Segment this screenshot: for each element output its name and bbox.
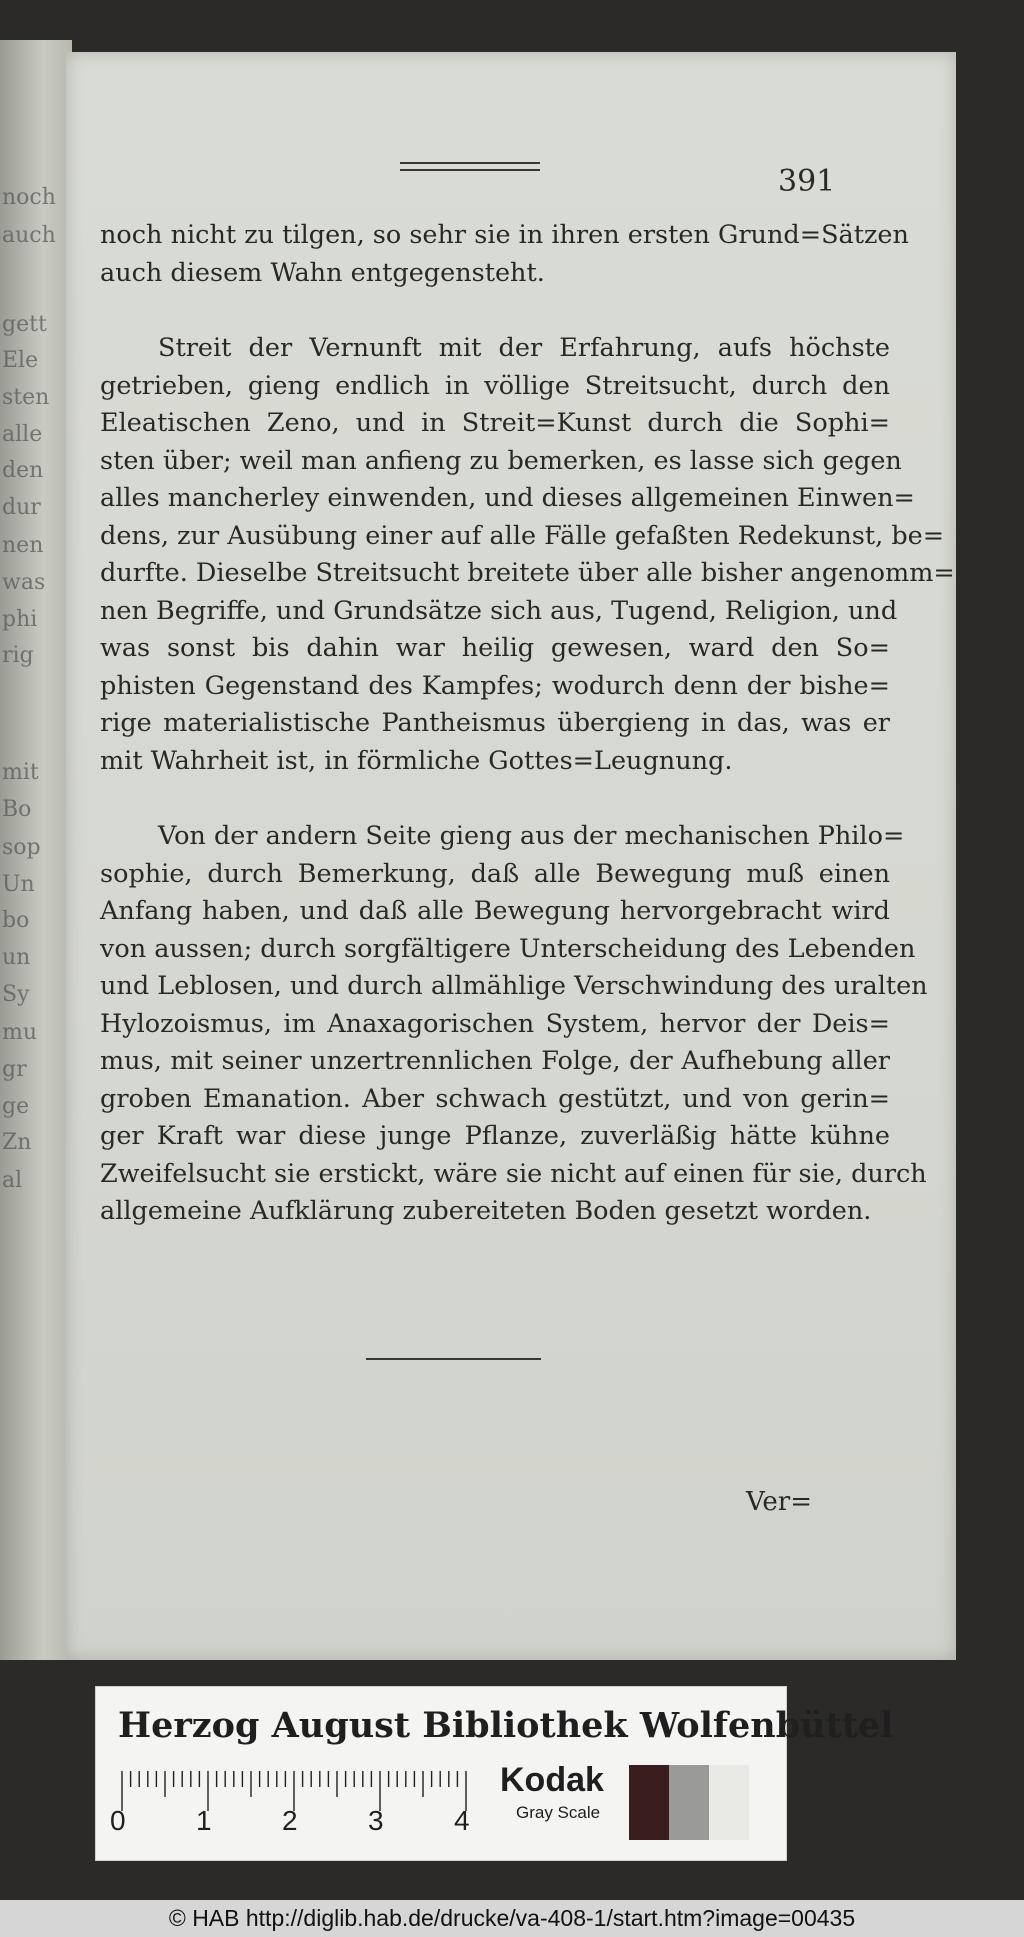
text-line: getrieben, gieng endlich in völlige Streitsucht, durch den: [100, 370, 890, 401]
facing-page-fragment: was: [2, 570, 46, 595]
text-line: mit Wahrheit ist, in förmliche Gottes=Leugnung.: [100, 745, 733, 776]
text-line: durfte. Dieselbe Streitsucht breitete über alle bisher angenomm=: [100, 558, 955, 588]
paragraph-von-der-andern-seite: [100, 818, 928, 1231]
text-line: was sonst bis dahin war heilig gewesen, ward den So=: [100, 633, 890, 663]
facing-page-fragment: sten: [2, 385, 50, 410]
page-number: 391: [778, 164, 836, 199]
text-line: mus, mit seiner unzertrennlichen Folge, der Aufhebung aller: [100, 1046, 890, 1076]
facing-page-fragment: phi: [2, 607, 38, 632]
facing-page-fragment: dur: [2, 495, 41, 520]
library-title: Herzog August Bibliothek Wolfenbüttel: [118, 1705, 894, 1746]
text-line: auch diesem Wahn entgegensteht.: [100, 257, 545, 288]
ruler-label: 4: [454, 1805, 470, 1836]
facing-page-fragment: nen: [2, 533, 44, 558]
swatch-light: [709, 1765, 749, 1840]
copyright-footer: © HAB http://diglib.hab.de/drucke/va-408-1/start.htm?image=00435: [0, 1900, 1024, 1937]
text-line: sten über; weil man anfieng zu bemerken, es lasse sich gegen: [100, 445, 902, 476]
ruler-labels: [110, 1805, 510, 1839]
calibration-card: [95, 1686, 894, 1861]
facing-page-fragment: Un: [2, 872, 35, 897]
facing-page-fragment: ge: [2, 1094, 30, 1119]
text-line: alles mancherley einwenden, und dieses allgemeinen Einwen=: [100, 483, 915, 513]
text-line: Anfang haben, und daß alle Bewegung hervorgebracht wird: [100, 896, 890, 926]
facing-page-fragment: alle: [2, 422, 43, 447]
text-line: dens, zur Ausübung einer auf alle Fälle gefaßten Redekunst, be=: [100, 520, 945, 551]
facing-page-fragment: sop: [2, 835, 41, 860]
text-line: nen Begriffe, und Grundsätze sich aus, Tugend, Religion, und: [100, 595, 898, 626]
facing-page-fragment: gett: [2, 312, 47, 337]
book-page: [66, 52, 956, 1660]
text-line: ger Kraft war diese junge Pflanze, zuverläßig hätte kühne: [100, 1121, 890, 1151]
text-line: Streit der Vernunft mit der Erfahrung, aufs höchste: [158, 333, 890, 363]
text-line: phisten Gegenstand des Kampfes; wodurch denn der bishe=: [100, 670, 890, 701]
facing-page-fragment: Sy: [2, 982, 30, 1007]
facing-page-fragment: mit: [2, 760, 39, 785]
facing-page-fragment: Zn: [2, 1130, 32, 1155]
left-page-edge: [0, 40, 72, 1660]
ruler-label: 2: [282, 1805, 298, 1836]
text-line: groben Emanation. Aber schwach gestützt, und von gerin=: [100, 1083, 890, 1114]
text-line: und Leblosen, und durch allmählige Verschwindung des uralten: [100, 971, 928, 1001]
facing-page-fragment: noch: [2, 185, 56, 210]
ruler-label: 3: [368, 1805, 384, 1836]
swatch-mid: [669, 1765, 709, 1840]
text-line: sophie, durch Bemerkung, daß alle Bewegung muß einen: [100, 858, 890, 889]
facing-page-fragment: Bo: [2, 797, 32, 822]
facing-page-fragment: al: [2, 1168, 23, 1193]
text-line: Von der andern Seite gieng aus der mechanischen Philo=: [158, 821, 905, 851]
text-line: Zweifelsucht sie erstickt, wäre sie nicht auf einen für sie, durch: [100, 1158, 927, 1189]
opening-paragraph: [100, 217, 909, 292]
closing-rule: [366, 1358, 541, 1360]
facing-page-fragment: bo: [2, 908, 30, 933]
ruler-label: 1: [196, 1805, 212, 1836]
facing-page-fragment: Ele: [2, 348, 39, 373]
text-line: Hylozoismus, im Anaxagorischen System, hervor der Deis=: [100, 1008, 890, 1039]
text-line: Eleatischen Zeno, und in Streit=Kunst durch die Sophi=: [100, 408, 890, 438]
facing-page-fragment: auch: [2, 223, 56, 248]
text-line: allgemeine Aufklärung zubereiteten Boden gesetzt worden.: [100, 1196, 872, 1226]
paragraph-streit: [100, 330, 955, 780]
gray-scale-label: Gray Scale: [516, 1803, 601, 1822]
facing-page-fragment: mu: [2, 1020, 38, 1045]
ruler-label: 0: [110, 1805, 126, 1836]
catchword: Ver=: [746, 1487, 812, 1517]
facing-page-fragment: un: [2, 945, 31, 970]
facing-page-fragment: gr: [2, 1057, 27, 1082]
swatch-dark: [629, 1765, 669, 1840]
body-text: [100, 217, 955, 1231]
header-rule: [400, 162, 540, 171]
text-line: rige materialistische Pantheismus übergieng in das, was er: [100, 708, 890, 738]
facing-page-fragment: den: [2, 458, 44, 483]
text-line: noch nicht zu tilgen, so sehr sie in ihren ersten Grund=Sätzen: [100, 220, 909, 250]
kodak-logo: Kodak: [500, 1761, 604, 1799]
text-line: von aussen; durch sorgfältigere Unterscheidung des Lebenden: [100, 933, 916, 964]
facing-page-fragment: rig: [2, 643, 34, 668]
